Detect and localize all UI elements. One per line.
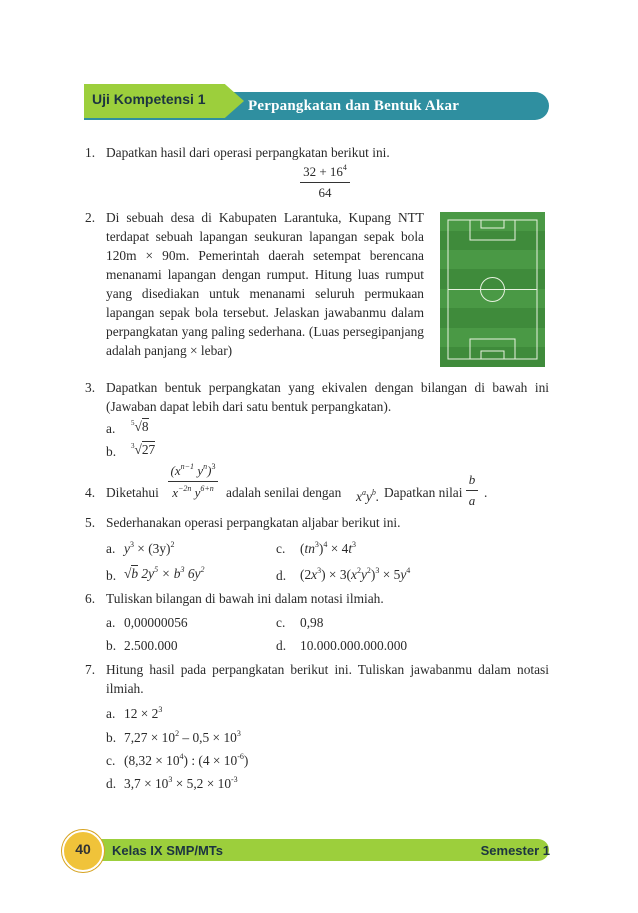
q4-xy-expression: $x^ay^b$. xyxy=(356,488,380,504)
q6-c-label: c. xyxy=(276,615,286,630)
footer-class-label: Kelas IX SMP/MTs xyxy=(112,843,224,858)
q4-lead: Diketahui xyxy=(106,485,159,500)
q6-d-value: 10.000.000.000.000 xyxy=(300,638,408,653)
q5-number: 5. xyxy=(85,515,96,530)
q2-line: 120m × 90m. Pemerintah daerah setempat berencana xyxy=(106,248,424,263)
q2-line: perpangkatan yang paling sederhana. (Luas persegipanjang xyxy=(106,324,424,339)
q5-d-label: d. xyxy=(276,568,287,583)
page-number: 40 xyxy=(75,841,91,857)
q2-line: yang disediakan untuk menanami seluruh permukaan xyxy=(106,286,424,301)
q3-b-index: 3 xyxy=(131,442,135,450)
q7-a-expression: $12 \times 2^3$ xyxy=(124,705,163,721)
q5-a-expression: $y^3 \times (3y)^2$ xyxy=(124,540,175,556)
q6-text: Tuliskan bilangan di bawah ini dalam notasi ilmiah. xyxy=(106,591,384,606)
q3-text xyxy=(106,378,549,416)
soccer-field-image xyxy=(440,212,545,367)
q2-line: terdapat sebuah lapangan seukuran lapangan sepak bola xyxy=(106,229,424,244)
header-tab-label: Uji Kompetensi 1 xyxy=(92,91,206,107)
q4-fraction: ($x^{n-1}$ $y^n)^3$ $x^{-2n}$ $y^{6+n}$ xyxy=(168,462,218,501)
q3-line: Dapatkan bentuk perpangkatan yang ekivalen dengan bilangan di bawah ini xyxy=(106,380,549,395)
q4-mid: adalah senilai dengan xyxy=(226,485,342,500)
q4-tail: Dapatkan nilai xyxy=(384,485,463,500)
q3-b-radical: $^3$√27 xyxy=(131,442,156,457)
q5-c-expression: $(tn^3)^4 \times 4t^3$ xyxy=(300,540,357,556)
q2-text xyxy=(106,208,424,360)
q7-line: ilmiah. xyxy=(106,681,144,696)
q6-d-label: d. xyxy=(276,638,287,653)
q6-a-label: a. xyxy=(106,615,116,630)
q3-b-label: b. xyxy=(106,444,117,459)
q7-d-label: d. xyxy=(106,776,117,791)
q6-c-value: 0,98 xyxy=(300,615,324,630)
header-title: Perpangkatan dan Bentuk Akar xyxy=(248,98,460,114)
q7-text xyxy=(106,660,549,698)
q5-d-expression: $(2x^3) \times 3(x^2y^2)^3 \times 5y^4$ xyxy=(300,566,411,582)
q7-d-expression: $3,7 \times 10^3 \times 5,2 \times 10^{-3}$ xyxy=(124,775,238,791)
q7-b-label: b. xyxy=(106,730,117,745)
q2-line: lapangan sepak bola tersebut. Jelaskan jawabanmu dalam xyxy=(106,305,424,320)
q6-b-value: 2.500.000 xyxy=(124,638,178,653)
q1-frac-top: 32 + 16 xyxy=(303,164,343,179)
q2-line: menanami lapangan dengan rumput. Hitung luas rumput xyxy=(106,267,424,282)
q7-c-label: c. xyxy=(106,753,116,768)
q1-number: 1. xyxy=(85,145,96,160)
q7-line: Hitung hasil pada perpangkatan berikut ini. Tuliskan jawabanmu dalam notasi xyxy=(106,662,549,677)
q3-a-radical: $^5$√8 xyxy=(131,419,149,434)
q6-b-label: b. xyxy=(106,638,117,653)
q1-text: Dapatkan hasil dari operasi perpangkatan berikut ini. xyxy=(106,145,390,160)
q7-a-label: a. xyxy=(106,706,116,721)
q2-line: adalah panjang × lebar) xyxy=(106,343,233,358)
q4-number: 4. xyxy=(85,485,96,500)
footer-semester-label: Semester 1 xyxy=(480,843,550,858)
q3-a-value: 8 xyxy=(141,419,149,434)
q3-number: 3. xyxy=(85,380,96,395)
q3-a-label: a. xyxy=(106,421,116,436)
q4-end: . xyxy=(484,485,488,500)
q1-fraction xyxy=(300,163,350,201)
q4-b-over-a: b a xyxy=(466,472,478,509)
q6-a-value: 0,00000056 xyxy=(124,615,188,630)
q5-text: Sederhanakan operasi perpangkatan aljabar berikut ini. xyxy=(106,515,401,530)
q5-b-label: b. xyxy=(106,568,117,583)
q6-number: 6. xyxy=(85,591,96,606)
q1-frac-top-exp: 4 xyxy=(342,163,347,172)
q3-a-index: 5 xyxy=(131,419,135,427)
q7-b-expression: $7,27 \times 10^2 - 0,5 \times 10^3$ xyxy=(124,729,241,745)
q7-c-expression: $(8,32 \times 10^4)$ : $(4 \times 10^{-6})$ xyxy=(124,752,249,768)
q3-b-value: 27 xyxy=(141,442,156,457)
q2-line: Di sebuah desa di Kabupaten Larantuka, Kupang NTT xyxy=(106,210,424,225)
q2-number: 2. xyxy=(85,210,96,225)
q7-number: 7. xyxy=(85,662,96,677)
q5-b-expression: √b $2y^5 \times b^3$ $6y^2$ xyxy=(124,565,205,581)
q5-c-label: c. xyxy=(276,541,286,556)
q3-line: (Jawaban dapat lebih dari satu bentuk perpangkatan). xyxy=(106,399,392,414)
q5-a-label: a. xyxy=(106,541,116,556)
q1-frac-bottom: 64 xyxy=(318,185,332,200)
